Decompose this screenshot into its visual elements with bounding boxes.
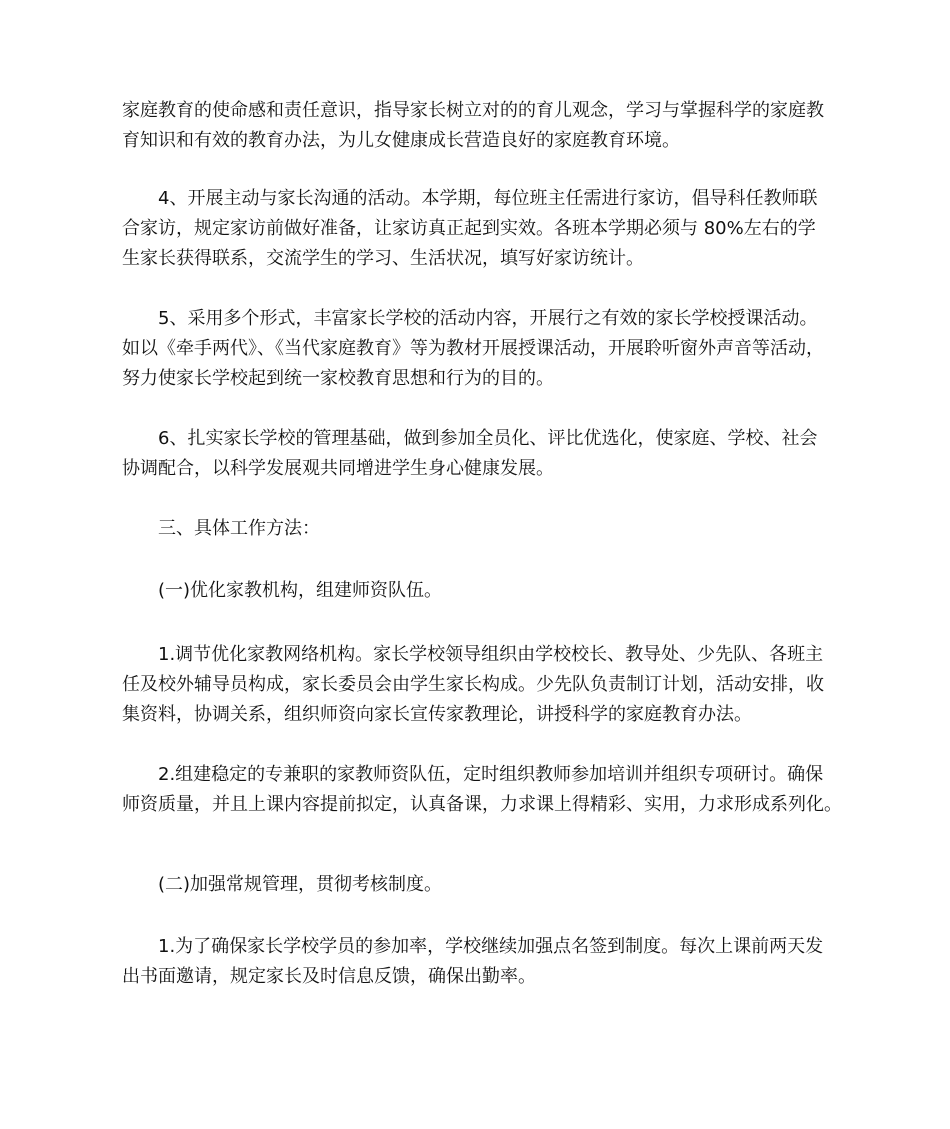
text-line: 如以《牵手两代》、《当代家庭教育》等为教材开展授课活动，开展聆听窗外声音等活动， [122, 338, 824, 359]
text-line: 6、扎实家长学校的管理基础，做到参加全员化、评比优选化，使家庭、学校、社会 [158, 428, 818, 449]
text-line: 2.组建稳定的专兼职的家教师资队伍，定时组织教师参加培训并组织专项研讨。确保 [158, 764, 824, 785]
text-line: 集资料，协调关系，组织师资向家长宣传家教理论，讲授科学的家庭教育办法。 [122, 704, 752, 725]
paragraph-item-4 [122, 184, 842, 274]
text-line: 1.调节优化家教网络机构。家长学校领导组织由学校校长、教导处、少先队、各班主 [158, 644, 824, 665]
text-line: 合家访，规定家访前做好准备，让家访真正起到实效。各班本学期必须与 80%左右的学 [122, 218, 816, 239]
paragraph-sub-2-item-1 [122, 932, 842, 992]
text-line: 努力使家长学校起到统一家校教育思想和行为的目的。 [122, 368, 554, 389]
text-line: 5、采用多个形式，丰富家长学校的活动内容，开展行之有效的家长学校授课活动。 [158, 308, 818, 329]
subsection-heading-1 [122, 576, 842, 606]
paragraph-item-6 [122, 424, 842, 484]
text-line: 4、开展主动与家长沟通的活动。本学期，每位班主任需进行家访，倡导科任教师联 [158, 188, 818, 209]
text-line: 协调配合，以科学发展观共同增进学生身心健康发展。 [122, 458, 554, 479]
text-line: 生家长获得联系，交流学生的学习、生活状况，填写好家访统计。 [122, 248, 644, 269]
text-line: 1.为了确保家长学校学员的参加率，学校继续加强点名签到制度。每次上课前两天发 [158, 936, 824, 957]
paragraph-sub-1-item-2 [122, 760, 842, 820]
text-line: 任及校外辅导员构成，家长委员会由学生家长构成。少先队负责制订计划，活动安排，收 [122, 674, 824, 695]
text-line: 育知识和有效的教育办法，为儿女健康成长营造良好的家庭教育环境。 [122, 130, 680, 151]
heading-text: 三、具体工作方法： [158, 518, 320, 539]
heading-text: (一)优化家教机构，组建师资队伍。 [158, 580, 443, 601]
paragraph-item-5 [122, 304, 842, 394]
heading-text: (二)加强常规管理，贯彻考核制度。 [158, 874, 443, 895]
text-line: 师资质量，并且上课内容提前拟定，认真备课，力求课上得精彩、实用，力求形成系列化。 [122, 794, 842, 815]
paragraph-intro-continuation [122, 96, 842, 156]
paragraph-sub-1-item-1 [122, 640, 842, 730]
section-heading-methods [122, 514, 842, 544]
text-line: 出书面邀请，规定家长及时信息反馈，确保出勤率。 [122, 966, 536, 987]
text-line: 家庭教育的使命感和责任意识，指导家长树立对的的育儿观念，学习与掌握科学的家庭教 [122, 100, 824, 121]
subsection-heading-2 [122, 870, 842, 900]
